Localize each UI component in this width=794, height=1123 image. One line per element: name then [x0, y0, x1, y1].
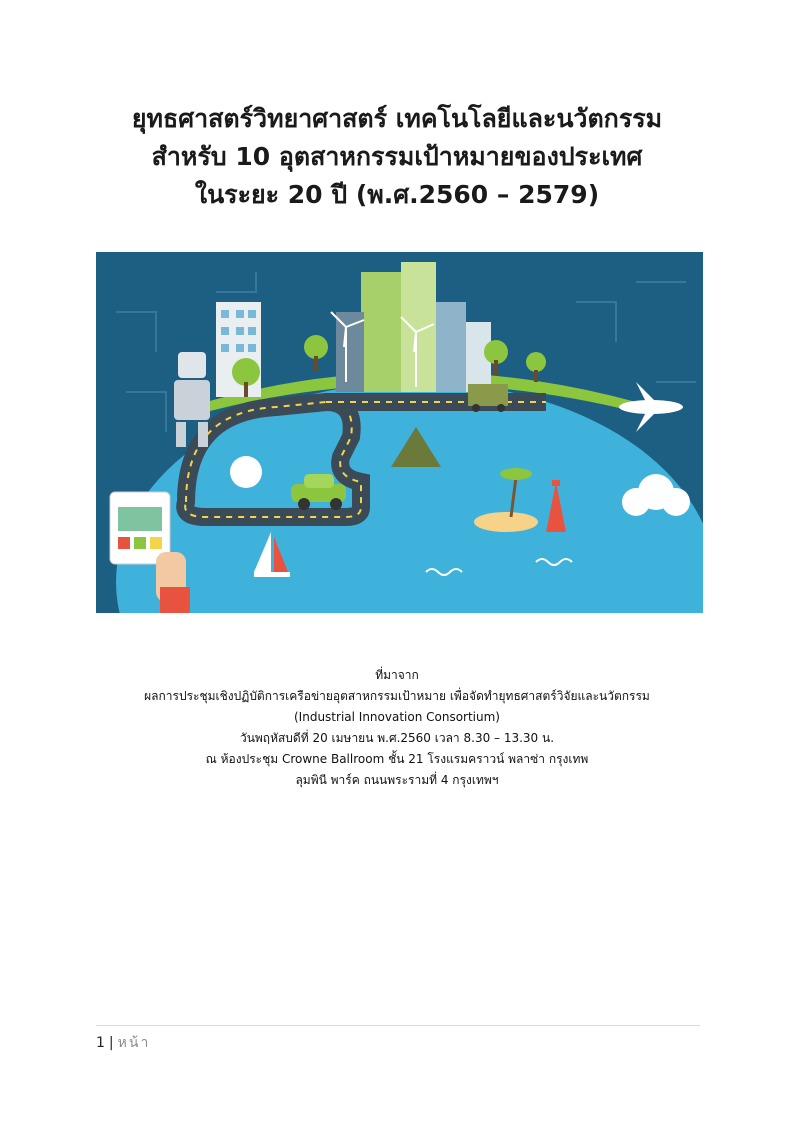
plate	[230, 456, 262, 488]
title-line-2: สำหรับ 10 อุตสาหกรรมเป้าหมายของประเทศ	[151, 142, 643, 171]
source-heading: ที่มาจาก	[375, 668, 419, 682]
cover-illustration	[96, 252, 703, 613]
source-line-4: ณ ห้องประชุม Crowne Ballroom ชั้น 21 โรงแรมคราวน์ พลาซ่า กรุงเทพ	[205, 752, 589, 766]
title-line-3: ในระยะ 20 ปี (พ.ศ.2560 – 2579)	[194, 180, 600, 209]
source-line-2: (Industrial Innovation Consortium)	[294, 710, 500, 724]
document-title	[0, 100, 794, 214]
source-line-3: วันพฤหัสบดีที่ 20 เมษายน พ.ศ.2560 เวลา 8.30 – 13.30 น.	[239, 731, 555, 745]
source-line-1: ผลการประชุมเชิงปฏิบัติการเครือข่ายอุตสาหกรรมเป้าหมาย เพื่อจัดทำยุทธศาสตร์วิจัยและนวัตกรรม	[144, 689, 650, 703]
title-line-1: ยุทธศาสตร์วิทยาศาสตร์ เทคโนโลยีและนวัตกรรม	[131, 104, 663, 133]
page-label: หน้า	[117, 1035, 151, 1051]
page-number: 1	[96, 1035, 105, 1051]
footer-divider	[96, 1025, 700, 1026]
page-footer	[96, 1032, 150, 1054]
source-line-5: ลุมพินี พาร์ค ถนนพระรามที่ 4 กรุงเทพฯ	[295, 773, 499, 787]
page-separator: |	[108, 1035, 114, 1051]
source-block	[0, 665, 794, 791]
